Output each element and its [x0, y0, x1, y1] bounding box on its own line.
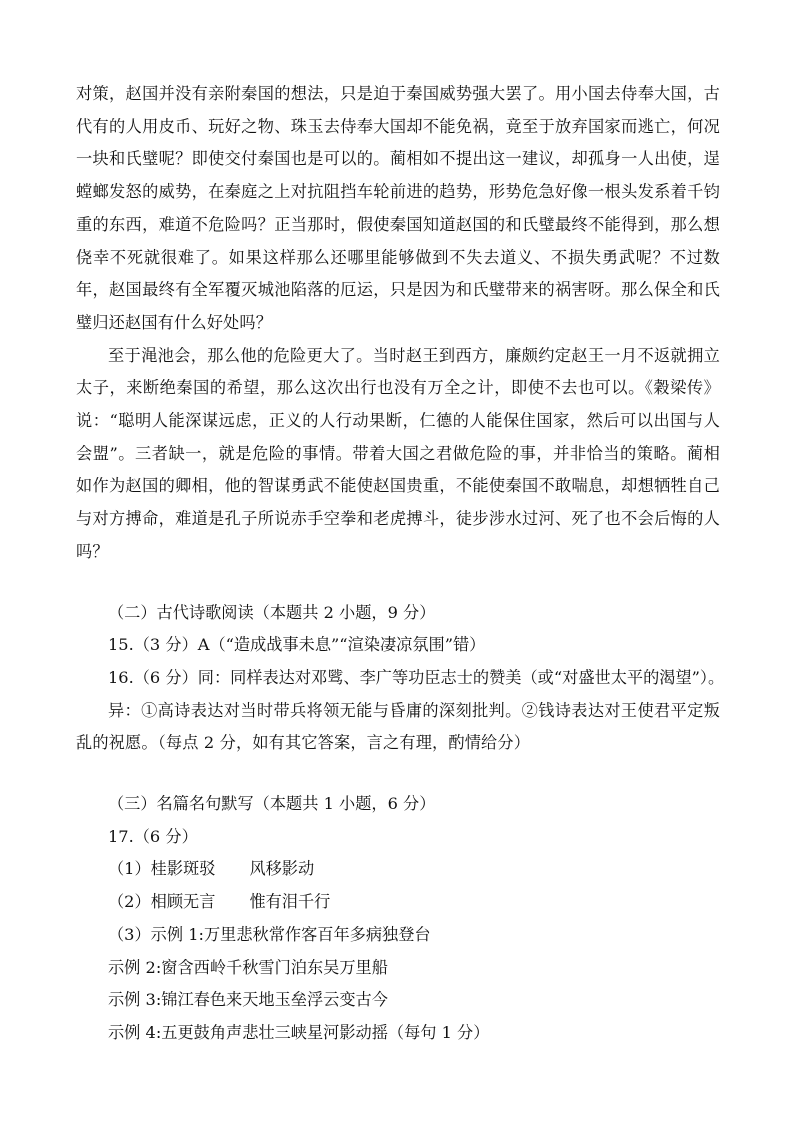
passage-paragraph-1: 对策，赵国并没有亲附秦国的想法，只是迫于秦国威势强大罢了。用小国去侍奉大国，古代有的人用皮币、玩好之物、珠玉去侍奉大国却不能免祸，竟至于放弃国家而逃亡，何况一块和氏璧呢？即使交付秦国也是可以的。蔺相如不提出这一建议，却孤身一人出使，逞螳螂发怒的威势，在秦庭之上对抗阻挡车轮前进的趋势，形势危急好像一根头发系着千钧重的东西，难道不危险吗？正当那时，假使秦国知道赵国的和氏璧最终不能得到，那么想侥幸不死就很难了。如果这样那么还哪里能够做到不失去道义、不损失勇武呢？不过数年，赵国最终有全军覆灭城池陷落的厄运，只是因为和氏璧带来的祸害呀。那么保全和氏璧归还赵国有什么好处吗？ [76, 84, 720, 332]
answer-2-second: 惟有泪千行 [249, 892, 331, 912]
answer-document [76, 78, 725, 1050]
spacer [76, 569, 720, 597]
passage-paragraph-2: 至于渑池会，那么他的危险更大了。当时赵王到西方，廉颇约定赵王一月不返就拥立太子，来断绝秦国的希望，那么这次出行也没有万全之计，即使不去也可以。《穀梁传》说：“聪明人能深谋远虑，正义的人行动果断，仁德的人能保住国家，然后可以出国与人会盟”。三者缺一，就是危险的事情。带着大国之君做危险的事，并非恰当的策略。蔺相如作为赵国的卿相，他的智谋勇武不能使赵国贵重，不能使秦国不敢喘息，却想牺牲自己与对方搏命，难道是孔子所说赤手空拳和老虎搏斗，徒步涉水过河、死了也不会后悔的人吗？ [76, 345, 720, 561]
answer-2-first: （2）相顾无言 [108, 892, 216, 912]
answer-2-line [76, 886, 720, 919]
question-16-difference: 异：①高诗表达对当时带兵将领无能与昏庸的深刻批判。②钱诗表达对王使君平定叛乱的祝愿。（每点 2 分，如有其它答案，言之有理，酌情给分） [76, 700, 720, 753]
section-2-heading: （二）古代诗歌阅读（本题共 2 小题，9 分） [108, 602, 436, 622]
answer-1-line [76, 853, 720, 886]
spacer [76, 760, 720, 788]
answer-3-example-3: 示例 3:锦江春色来天地玉垒浮云变古今 [108, 990, 388, 1010]
answer-3-example-4: 示例 4:五更鼓角声悲壮三峡星河影动摇（每句 1 分） [108, 1022, 490, 1042]
answer-3-example-1: （3）示例 1:万里悲秋常作客百年多病独登台 [108, 924, 431, 944]
question-16-answer: 16.（6 分）同：同样表达对邓骘、李广等功臣志士的赞美（或“对盛世太平的渴望”）。 [108, 667, 725, 687]
section-3-heading: （三）名篇名句默写（本题共 1 小题，6 分） [108, 794, 436, 814]
answer-1-second: 风移影动 [249, 859, 315, 879]
question-15-answer: 15.（3 分）A（“造成战事未息”“渲染凄凉氛围”错） [108, 635, 486, 655]
answer-1-first: （1）桂影斑驳 [108, 859, 216, 879]
answer-3-example-2: 示例 2:窗含西岭千秋雪门泊东吴万里船 [108, 957, 388, 977]
question-17-label: 17.（6 分） [108, 826, 198, 846]
